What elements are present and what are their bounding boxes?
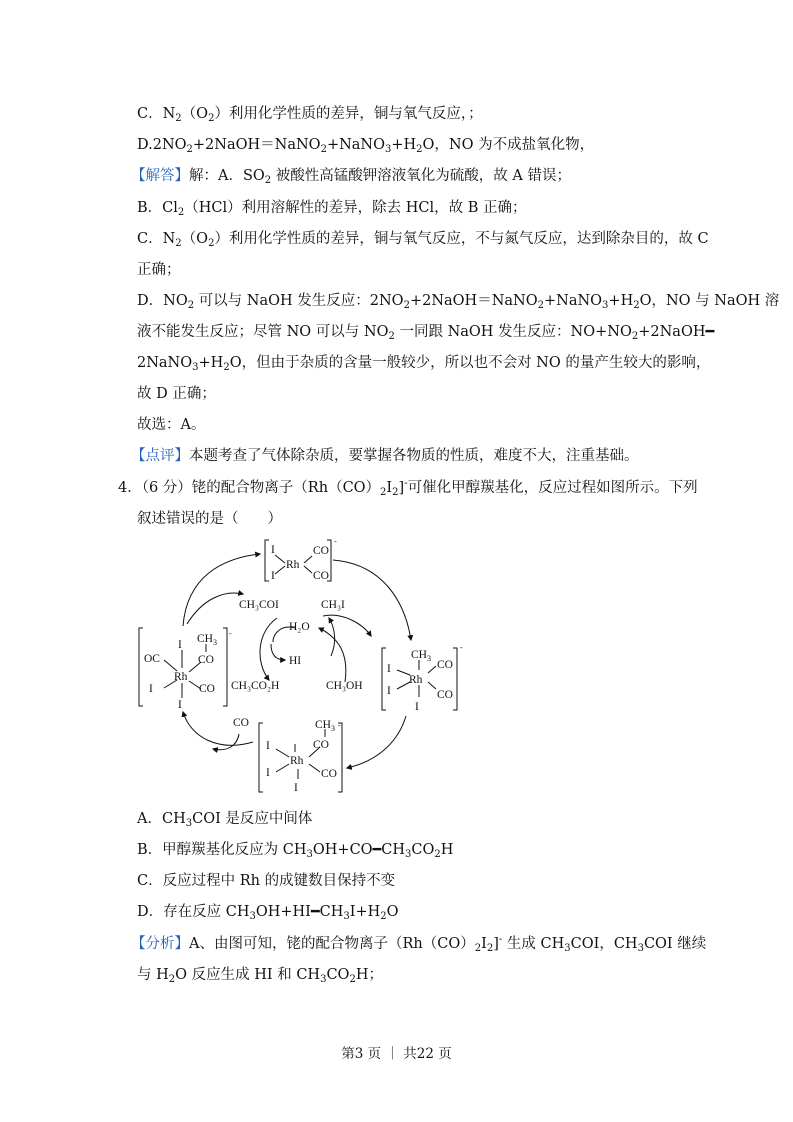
text-line-d_prev [137,135,594,155]
charge-label: - [338,721,341,730]
ligand-i: I [387,685,391,697]
subscript: 2 [631,331,639,342]
subscript: 2 [380,487,387,498]
ligand-i: I [266,767,270,779]
text-run: +H [391,137,417,153]
ligand-co: CO [437,689,453,701]
text-line-q4_2 [137,509,282,529]
text-run: I+H [349,904,381,920]
text-run: I [481,936,487,952]
text-run: C．反应过程中 Rh 的成键数目保持不变 [137,873,396,889]
ligand-i: I [294,782,298,794]
text-run: +NaNO [543,293,603,309]
arrow-ch3coi-hydrolysis [260,618,277,680]
text-line-jieda [131,166,571,186]
page-footer: 第3 页 ｜ 共22 页 [341,1046,452,1062]
text-run: O，但由于杂质的含量一般较少，所以也不会对 NO 的量产生较大的影响， [229,355,711,371]
text-run: B．Cl [137,200,178,216]
text-run: D．存在反应 CH [137,904,250,920]
text-run: C．N [137,106,176,122]
text-run: 一同跟 NaOH 发生反应：NO+NO [394,324,632,340]
subscript: 2 [208,113,215,124]
text-run: 生成 CH [502,936,565,952]
arrow-right-to-bottom [347,716,406,768]
arrow-ch3coi-release [187,593,243,624]
ligand-i: I [266,740,270,752]
text-run: 可催化甲醇羰基化，反应过程如图所示。下列 [407,480,698,496]
text-run: +2NaOH＝NaNO [192,137,321,153]
complex-rh-ch3co-co [144,629,232,711]
subscript: 3 [637,943,644,954]
subscript: 3 [564,943,571,954]
label-ch3coi: CH₃COI [239,599,279,611]
ligand-co: CO [313,545,329,557]
subscript: 2 [486,943,494,954]
ligand-co: CO [198,654,214,666]
ligand-i: I [415,701,419,713]
subscript: 2 [186,144,193,155]
metal-rh: Rh [174,671,188,683]
subscript: 2 [392,487,399,498]
text-run: 4．（6 分）铑的配合物离子（Rh（CO） [118,480,381,496]
text-run: COI 是反应中间体 [192,811,313,827]
text-run: OH+HI━CH [255,904,344,920]
text-line-opt_b [137,840,453,860]
text-line-ans_c2 [137,260,181,280]
ligand-co: CO [313,570,329,582]
text-run: C．N [137,231,176,247]
catalytic-cycle-diagram [135,532,475,798]
subscript: 2 [223,362,230,373]
text-line-ans_d2 [137,322,714,342]
text-line-fenxi1 [131,934,706,954]
subscript: 2 [474,943,482,954]
text-line-opt_d [137,902,399,922]
subscript: 3 [320,974,327,985]
text-run: ）利用化学性质的差异，铜与氧气反应，不与氮气反应，达到除杂目的，故 C [214,231,709,247]
svg-text:3: 3 [331,724,335,733]
text-run: OH+CO━CH [312,842,406,858]
text-run: D．NO [137,293,188,309]
text-run: 故选：A。 [137,417,206,433]
text-run: 本题考查了气体除杂质，要掌握各物质的性质，难度不大，注重基础。 [189,448,639,464]
complex-rh-acetyl [266,719,341,794]
text-run: ] [493,936,499,952]
subscript: 2 [388,331,395,342]
text-run: CO [326,967,350,983]
text-line-dianping [131,446,639,466]
label-co-in: CO [233,717,249,729]
text-run: ] [398,480,405,496]
subscript: 3 [306,849,313,860]
arrow-ch3oh-in [319,628,346,682]
text-line-opt_a [137,809,312,829]
text-line-ans_c1 [137,229,709,249]
svg-text:3: 3 [213,638,217,647]
subscript: 3 [343,911,350,922]
subscript: 2 [633,300,640,311]
text-run: D.2NO [137,137,187,153]
charge-label: - [229,629,232,638]
text-run: （HCl）利用溶解性的差异，除去 HCl，故 B 正确； [184,200,527,216]
section-tag: 【解答】 [131,168,189,184]
arrow-co-in [213,734,239,750]
section-tag: 【点评】 [131,448,189,464]
subscript: 2 [416,144,423,155]
subscript: 2 [380,911,387,922]
text-line-ans_d3 [137,353,710,373]
text-run: B．甲醇羰基化反应为 CH [137,842,307,858]
subscript: 2 [264,175,272,186]
text-run: 与 H [137,967,169,983]
label-h2o: H₂O [289,621,310,633]
arrow-left-to-top [183,554,260,626]
arrow-hi-out [271,644,285,660]
subscript: 2 [175,238,182,249]
arrow-ch3i-in [323,615,371,636]
subscript: 2 [168,974,176,985]
subscript: 3 [405,849,412,860]
superscript: - [404,478,408,489]
text-run: （O [181,106,209,122]
text-run: （O [181,231,209,247]
ligand-co: CO [313,739,329,751]
text-line-c_prev [137,104,483,124]
subscript: 3 [185,818,193,829]
subscript: 3 [192,362,199,373]
subscript: 2 [537,300,544,311]
text-run: A、由图可知，铑的配合物离子（Rh（CO） [189,936,475,952]
text-line-ans_d4 [137,384,216,404]
label-ch3co2h: CH₃CO₂H [231,680,280,692]
subscript: 2 [187,300,195,311]
text-run: 正确； [137,262,181,278]
text-run: H； [355,967,383,983]
superscript: - [498,934,503,945]
text-run: COI 继续 [643,936,707,952]
charge-label: - [460,643,463,652]
subscript: 3 [385,144,392,155]
text-line-opt_c [137,871,395,891]
text-run: I [386,480,393,496]
section-tag: 【分析】 [131,936,189,952]
ligand-i: I [271,544,275,556]
ligand-co: CO [199,683,215,695]
label-ch3oh: CH₃OH [326,680,363,692]
svg-text:3: 3 [427,654,431,663]
text-line-ans_b [137,198,527,218]
ligand-co: CO [321,768,337,780]
ligand-ch3: CH [411,649,427,661]
ligand-i: I [387,663,391,675]
subscript: 2 [175,113,182,124]
ligand-ch3: CH [315,719,331,731]
text-run: H [440,842,454,858]
text-run: +2NaOH━ [638,324,715,340]
text-line-q4_1 [118,478,698,498]
text-run: O，NO 与 NaOH 溶 [639,293,780,309]
text-run: +H [198,355,224,371]
text-run: O [386,904,399,920]
subscript: 2 [177,207,185,218]
ligand-i: I [178,699,182,711]
text-run: 叙述错误的是（ ） [137,511,282,527]
ligand-i: I [271,570,275,582]
metal-rh: Rh [409,674,423,686]
text-run: 被酸性高锰酸钾溶液氧化为硫酸，故 A 错误； [271,168,571,184]
ligand-co: CO [437,659,453,671]
text-run: O，NO 为不成盐氧化物， [422,137,595,153]
charge-label: - [334,537,337,546]
subscript: 2 [403,300,410,311]
ligand-ch3: CH [197,633,213,645]
subscript: 2 [208,238,215,249]
subscript: 2 [349,974,356,985]
subscript: 3 [602,300,609,311]
ligand-i: I [178,639,182,651]
complex-rh-ch3-co2-i3 [387,643,463,713]
ligand-i: I [149,683,153,695]
text-run: +2NaOH＝NaNO [409,293,538,309]
label-ch3i: CH₃I [321,599,345,611]
subscript: 2 [434,849,441,860]
text-run: ）利用化学性质的差异，铜与氧气反应，； [214,106,483,122]
subscript: 3 [249,911,256,922]
text-run: 解：A．SO [189,168,265,184]
metal-rh: Rh [286,559,300,571]
text-line-choice [137,415,205,435]
label-hi: HI [289,655,302,667]
text-run: +NaNO [326,137,385,153]
metal-rh: Rh [290,755,304,767]
text-run: O 反应生成 HI 和 CH [175,967,321,983]
text-run: A．CH [137,811,186,827]
text-run: CO [411,842,435,858]
text-run: COI，CH [570,936,638,952]
text-run: 可以与 NaOH 发生反应：2NO [194,293,404,309]
text-line-ans_d1 [137,291,779,311]
text-run: 2NaNO [137,355,193,371]
ligand-oc: OC [144,653,160,665]
text-run: 故 D 正确； [137,386,216,402]
subscript: 2 [320,144,327,155]
text-run: +H [608,293,634,309]
text-line-fenxi2 [137,965,383,985]
text-run: 液不能发生反应；尽管 NO 可以与 NO [137,324,389,340]
